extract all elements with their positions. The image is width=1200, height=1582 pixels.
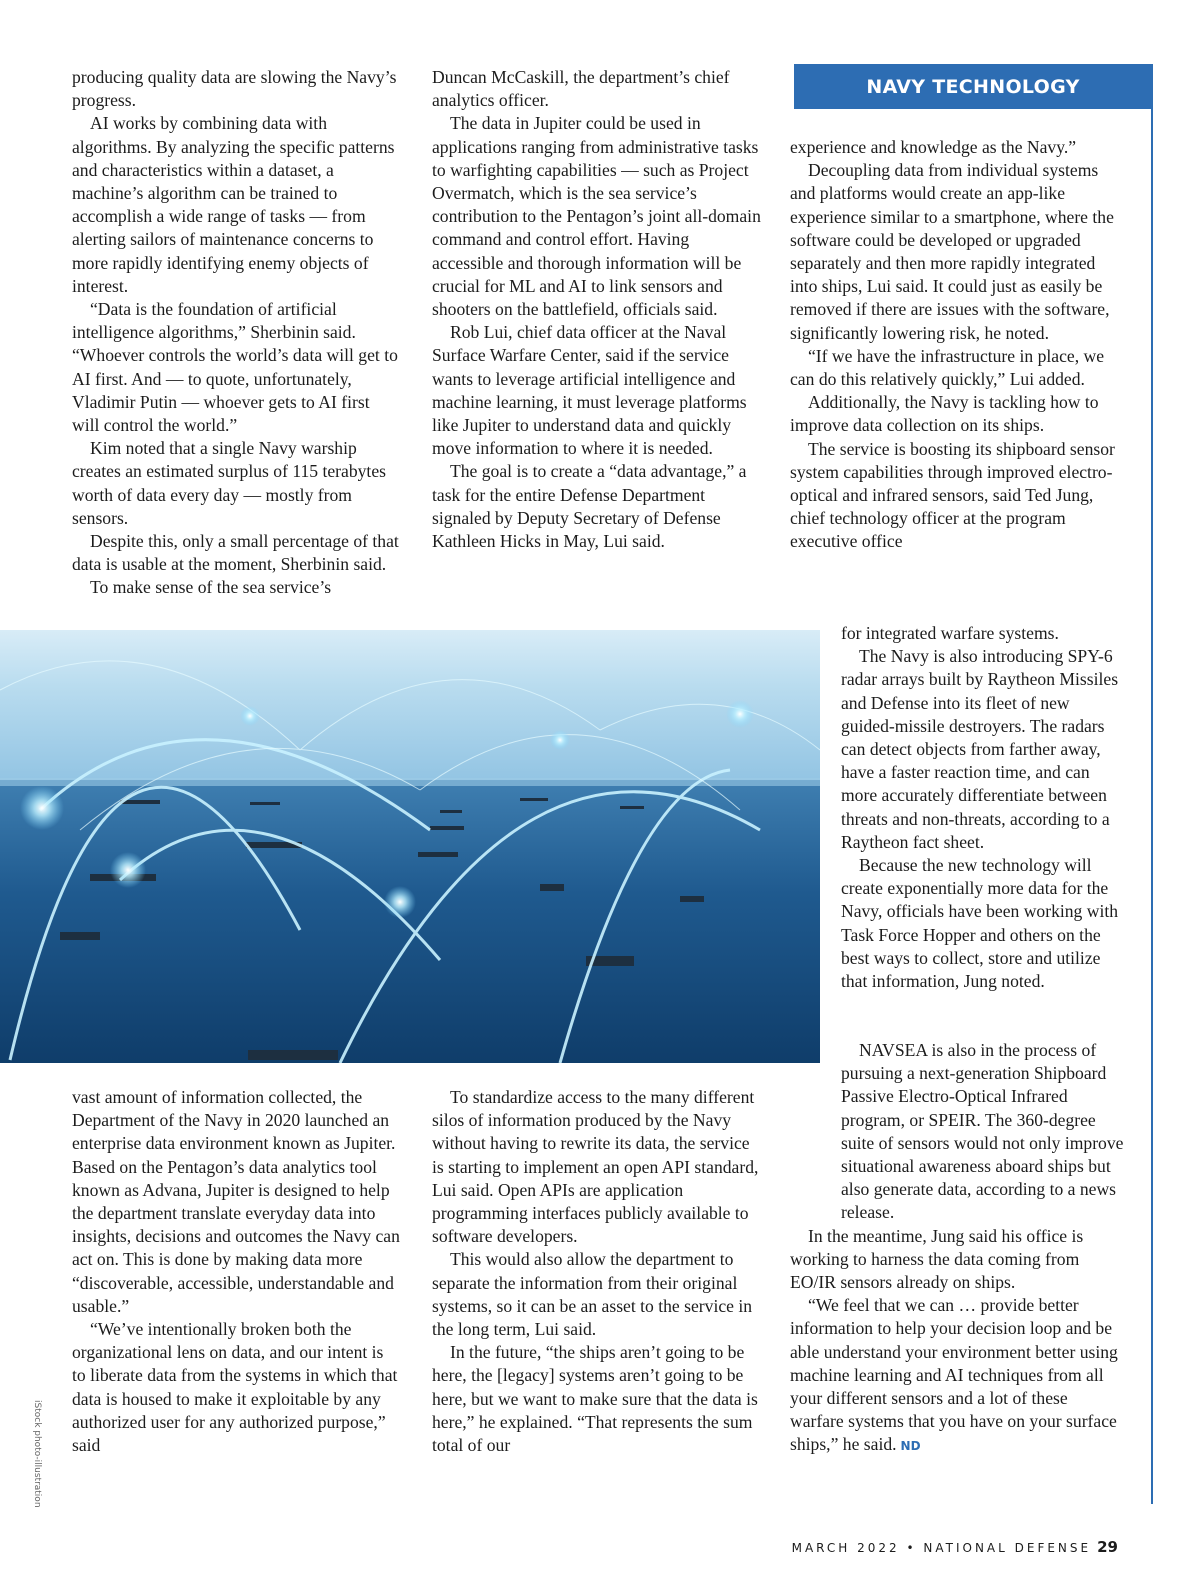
article-column-1-top [72, 66, 400, 600]
section-label: NAVY TECHNOLOGY [794, 64, 1152, 109]
article-photo [0, 630, 820, 1063]
paragraph: “If we have the infrastructure in place, we can do this relatively quickly,” Lui added. [790, 345, 1105, 390]
paragraph: The data in Jupiter could be used in applications ranging from administrative tasks to warfighting capabilities — such as Project Overmatch, which is the sea service’s contribution to the Pentagon’s joint all-domain command and control effort. Having accessible and thorough information will be crucial for ML and AI to link sensors and shooters on the battlefield, officials said. [432, 113, 761, 320]
paragraph: The service is boosting its shipboard sensor system capabilities through improved electro-optical and infrared sensors, said Ted Jung, chief technology officer at the program executive office [790, 438, 1115, 552]
paragraph: Additionally, the Navy is tackling how to improve data collection on its ships. [790, 392, 1099, 436]
paragraph: Because the new technology will create exponentially more data for the Navy, officials have been working with Task Force Hopper and others on the best ways to collect, store and utilize that information, Jung noted. [841, 855, 1119, 992]
article-column-3-top [790, 136, 1125, 554]
paragraph [790, 1294, 1125, 1458]
paragraph: Decoupling data from individual systems and platforms would create an app-like experience similar to a smartphone, where the software could be developed or upgraded separately and then more rapidly integrated into ships, Lui said. It could just as easily be removed if there are issues with the software, significantly lowering risk, he noted. [790, 160, 1114, 343]
article-column-2-top [432, 66, 762, 553]
paragraph: NAVSEA is also in the process of pursuing a next-generation Shipboard Passive Electro-Optical Infrared program, or SPEIR. The 360-degree suite of sensors would not only improve situational awareness aboard ships but also generate data, according to a news release. [841, 1040, 1124, 1223]
paragraph-text: “We feel that we can … provide better information to help your decision loop and be able understand your environment better using machine learning and AI techniques from all your different sensors and a lot of these warfare systems that you have on your surface ships,” he said. [790, 1295, 1118, 1455]
photo-credit: iStock photo-illustration [32, 1400, 42, 1508]
article-column-2-bottom [432, 1086, 762, 1457]
paragraph: The goal is to create a “data advantage,” a task for the entire Defense Department signaled by Deputy Secretary of Defense Kathleen Hicks in May, Lui said. [432, 461, 747, 552]
paragraph: Kim noted that a single Navy warship creates an estimated surplus of 115 terabytes worth of data every day — mostly from sensors. [72, 438, 386, 528]
paragraph: In the meantime, Jung said his office is working to harness the data coming from EO/IR sensors already on ships. [790, 1225, 1084, 1293]
paragraph: To standardize access to the many different silos of information produced by the Navy without having to rewrite its data, the service is starting to implement an open API standard, Lui said. Open APIs are application programming interfaces publicly available to software developers. [432, 1087, 759, 1247]
paragraph: “Data is the foundation of artificial intelligence algorithms,” Sherbinin said. “Whoever controls the world’s data will get to AI first. And — to quote, unfortunately, Vladimir Putin — whoever gets to AI first will control the world.” [72, 299, 398, 436]
paragraph: for integrated warfare systems. [841, 623, 1059, 643]
end-mark: ND [900, 1439, 921, 1454]
paragraph: In the future, “the ships aren’t going to be here, the [legacy] systems aren’t going to be here, but we want to make sure that the data is here,” he explained. “That represents the sum total of our [432, 1342, 758, 1456]
article-column-3-bottom [790, 1039, 1125, 1459]
paragraph: This would also allow the department to separate the information from their original systems, so it can be an asset to the service in the long term, Lui said. [432, 1249, 753, 1340]
paragraph: Despite this, only a small percentage of that data is usable at the moment, Sherbinin said. [72, 531, 399, 575]
ocean-network-illustration [0, 630, 820, 1063]
article-column-1-bottom [72, 1086, 400, 1457]
paragraph: vast amount of information collected, the Department of the Navy in 2020 launched an enterprise data environment known as Jupiter. Based on the Pentagon’s data analytics tool known as Advana, Jupiter is designed to help the department translate everyday data into insights, decisions and outcomes the Navy can act on. This is done by making data more “discoverable, accessible, understandable and usable.” [72, 1087, 400, 1316]
paragraph: Duncan McCaskill, the department’s chief analytics officer. [432, 67, 730, 111]
issue-line: MARCH 2022 • NATIONAL DEFENSE [791, 1541, 1092, 1555]
page-footer [792, 1538, 1118, 1556]
article-column-3-middle [841, 622, 1125, 993]
paragraph: experience and knowledge as the Navy.” [790, 137, 1077, 157]
page-number: 29 [1097, 1538, 1118, 1556]
paragraph: AI works by combining data with algorithms. By analyzing the specific patterns and characteristics within a dataset, a machine’s algorithm can be trained to accomplish a wide range of tasks — from alerting sailors of maintenance concerns to more rapidly identifying enemy objects of interest. [72, 113, 395, 296]
column-rule [1151, 64, 1153, 1504]
paragraph: The Navy is also introducing SPY-6 radar arrays built by Raytheon Missiles and Defense into its fleet of new guided-missile destroyers. The radars can detect objects from farther away, have a faster reaction time, and can more accurately differentiate between threats and non-threats, according to a Raytheon fact sheet. [841, 646, 1119, 852]
paragraph: Rob Lui, chief data officer at the Naval Surface Warfare Center, said if the service wants to leverage artificial intelligence and machine learning, it must leverage platforms like Jupiter to understand data and quickly move information to where it is needed. [432, 322, 747, 459]
paragraph: To make sense of the sea service’s [90, 577, 332, 598]
paragraph: producing quality data are slowing the Navy’s progress. [72, 67, 397, 111]
paragraph: “We’ve intentionally broken both the organizational lens on data, and our intent is to liberate data from the systems in which that data is housed to make it exploitable by any authorized user for any authorized purpose,” said [72, 1319, 398, 1456]
